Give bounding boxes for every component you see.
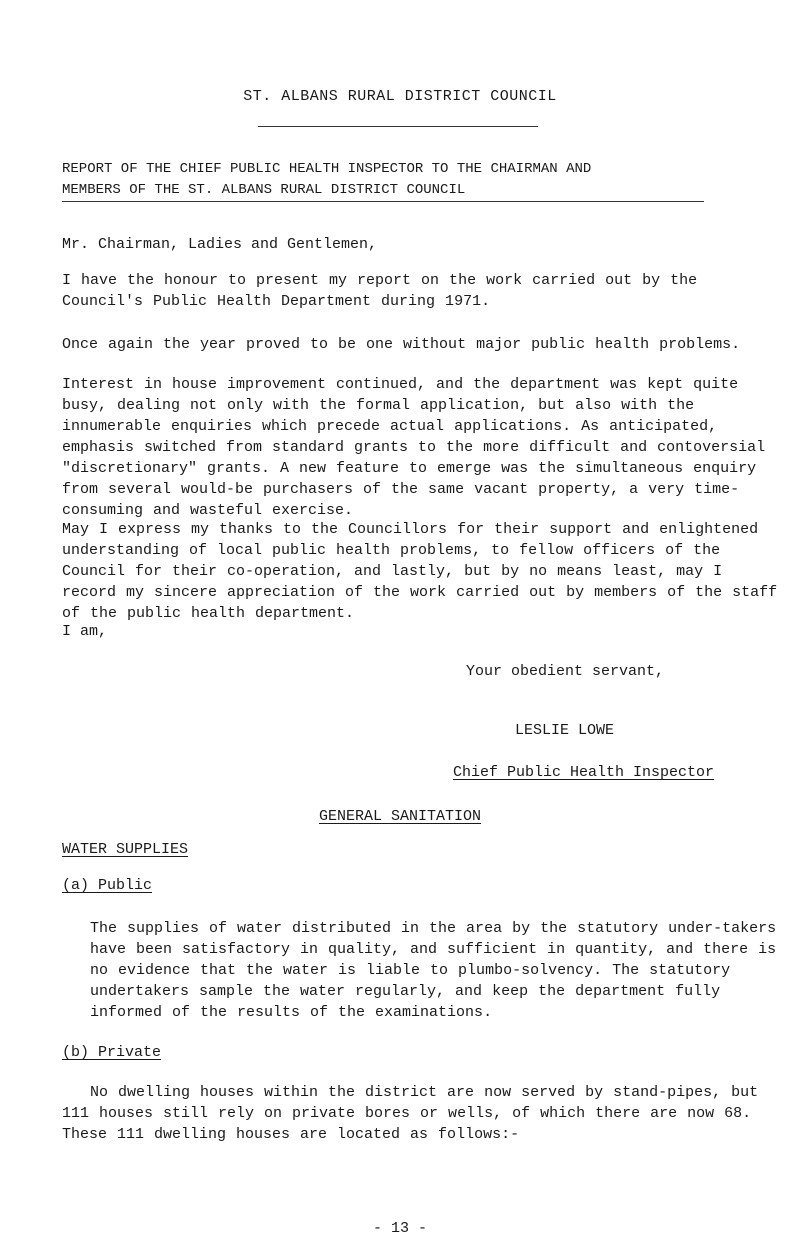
public-supply-label: (a) Public [62, 877, 153, 894]
signatory-name: LESLIE LOWE [515, 722, 615, 739]
council-name: ST. ALBANS RURAL DISTRICT COUNCIL [243, 88, 557, 105]
public-supply-text: The supplies of water distributed in the area by the statutory under-takers have been satisfactory in quality, and sufficient in quantity, and there is no evidence that the water is liable to plumbo-solvency. The statutory undertakers sample the water regularly, and keep the department fully informed of the results of the examinations. [90, 920, 777, 1021]
report-title-line-1: REPORT OF THE CHIEF PUBLIC HEALTH INSPECTOR TO THE CHAIRMAN AND [62, 161, 592, 177]
signatory-title: Chief Public Health Inspector [453, 764, 715, 781]
private-supply-label: (b) Private [62, 1044, 162, 1061]
valediction: Your obedient servant, [466, 663, 665, 680]
report-title-underline [62, 201, 704, 202]
report-title-line-2: MEMBERS OF THE ST. ALBANS RURAL DISTRICT COUNCIL [62, 182, 466, 198]
section-heading: GENERAL SANITATION [318, 808, 482, 825]
letter-paragraph-1: I have the honour to present my report on the work carried out by the Council's Public Health Department during 1971. [62, 272, 698, 310]
closing-line: I am, [62, 623, 108, 640]
page-number: - 13 - [372, 1220, 427, 1237]
private-supply-text: No dwelling houses within the district are now served by stand-pipes, but 111 houses still rely on private bores or wells, of which there are now 68. These 111 dwelling houses are located as follows:- [62, 1084, 759, 1143]
letter-paragraph-4: May I express my thanks to the Councillors for their support and enlightened understanding of local public health problems, to fellow officers of the Council for their co-operation, and lastly, but by no means least, may I record my sincere appreciation of the work carried out by members of the staff of the public health department. [62, 521, 778, 622]
letter-paragraph-2: Once again the year proved to be one without major public health problems. [62, 336, 741, 353]
letter-paragraph-3: Interest in house improvement continued, and the department was kept quite busy, dealing not only with the formal application, but also with the innumerable enquiries which precede actual applications. As anticipated, emphasis switched from standard grants to the more difficult and contoversial "discretionary" grants. A new feature to emerge was the simultaneous enquiry from several would-be purchasers of the same vacant property, a very time-consuming and wasteful exercise. [62, 376, 766, 519]
water-supplies-subheading: WATER SUPPLIES [62, 841, 189, 858]
salutation: Mr. Chairman, Ladies and Gentlemen, [62, 236, 378, 253]
header-divider [258, 126, 538, 127]
